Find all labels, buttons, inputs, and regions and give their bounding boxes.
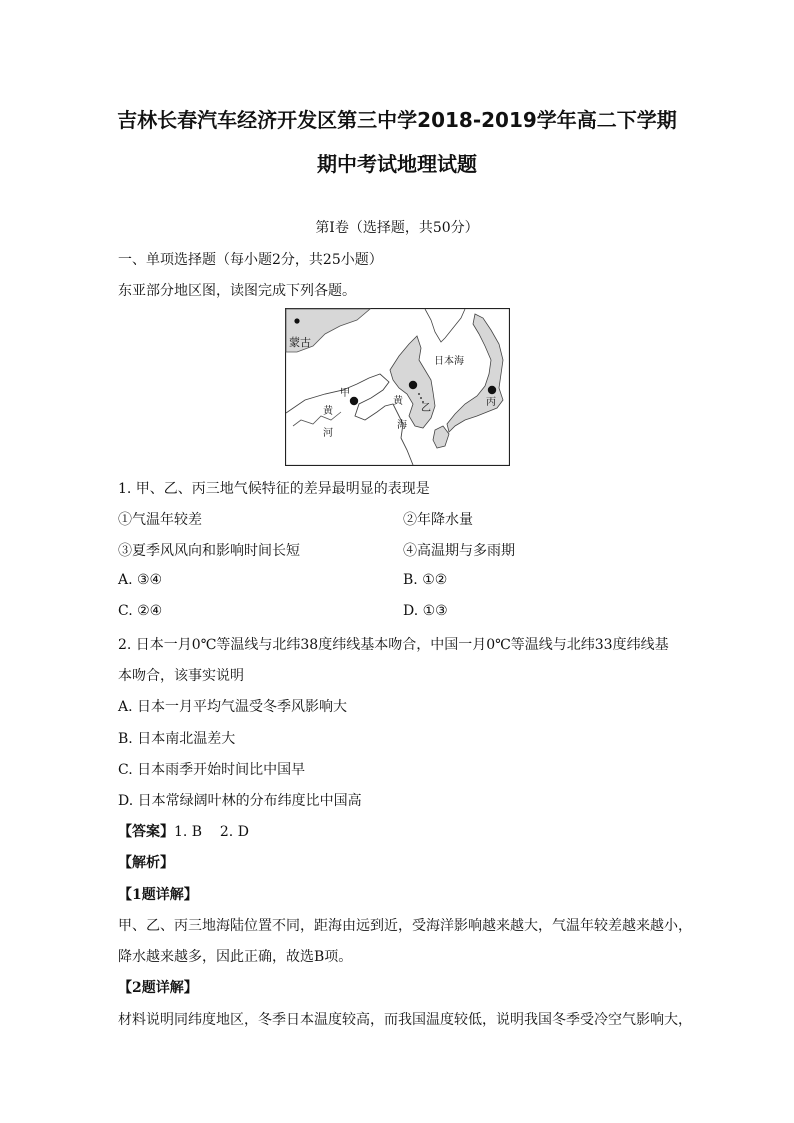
question-1-item-4: ④高温期与多雨期 — [403, 543, 515, 559]
label-yellow-river-1: 黄 — [323, 406, 333, 417]
location-bing-dot — [488, 386, 496, 394]
question-1-option-c: C. ②④ — [118, 603, 163, 619]
question-1-item-2: ②年降水量 — [403, 512, 473, 528]
volume-heading: 第Ⅰ卷（选择题，共50分） — [315, 220, 479, 236]
question-2-option-c: C. 日本雨季开始时间比中国早 — [118, 762, 306, 778]
detail-1-label: 【1题详解】 — [118, 887, 198, 903]
question-1-option-b: B. ①② — [403, 572, 448, 588]
detail-1-line1: 甲、乙、丙三地海陆位置不同，距海由远到近，受海洋影响越来越大，气温年较差越来越小， — [118, 918, 692, 934]
detail-2-line1: 材料说明同纬度地区，冬季日本温度较高，而我国温度较低，说明我国冬季受冷空气影响大， — [118, 1012, 692, 1028]
label-yi: 乙 — [421, 403, 431, 414]
question-1-stem: 1. 甲、乙、丙三地气候特征的差异最明显的表现是 — [118, 481, 430, 497]
label-mongolia: 蒙古 — [289, 336, 311, 349]
label-yellow-sea-2: 海 — [397, 420, 407, 431]
section-heading: 一、单项选择题（每小题2分，共25小题） — [118, 252, 383, 268]
label-bing: 丙 — [486, 397, 496, 408]
question-1-option-d: D. ①③ — [403, 603, 448, 619]
document-title-line1: 吉林长春汽车经济开发区第三中学2018-2019学年高二下学期 — [117, 108, 677, 132]
question-1-item-3: ③夏季风风向和影响时间长短 — [118, 543, 300, 559]
mongolia-capital-dot — [294, 318, 299, 323]
detail-1-line2: 降水越来越多，因此正确，故选B项。 — [118, 949, 353, 965]
analysis-label: 【解析】 — [118, 855, 174, 871]
question-2-stem-line2: 本吻合，该事实说明 — [118, 668, 244, 684]
answer-label: 【答案】 — [118, 824, 174, 840]
question-2-option-d: D. 日本常绿阔叶林的分布纬度比中国高 — [118, 793, 362, 809]
label-yellow-sea-1: 黄 — [393, 396, 403, 407]
question-1-option-a: A. ③④ — [118, 572, 163, 588]
location-jia-dot — [350, 397, 358, 405]
document-title-line2: 期中考试地理试题 — [317, 152, 477, 176]
question-1-item-1: ①气温年较差 — [118, 512, 202, 528]
question-2-option-b: B. 日本南北温差大 — [118, 731, 236, 747]
location-yi-dot — [409, 381, 417, 389]
answer-text: 1. B 2. D — [174, 824, 249, 840]
answer-row — [118, 821, 249, 841]
label-yellow-river-2: 河 — [323, 428, 333, 439]
east-asia-map — [285, 308, 510, 466]
label-sea-of-japan: 日本海 — [434, 356, 464, 367]
label-jia: 甲 — [340, 388, 350, 399]
detail-2-label: 【2题详解】 — [118, 980, 198, 996]
question-2-option-a: A. 日本一月平均气温受冬季风影响大 — [118, 699, 348, 715]
question-2-stem-line1: 2. 日本一月0℃等温线与北纬38度纬线基本吻合，中国一月0℃等温线与北纬33度纬线基 — [118, 637, 669, 653]
question-intro: 东亚部分地区图，读图完成下列各题。 — [118, 283, 356, 299]
